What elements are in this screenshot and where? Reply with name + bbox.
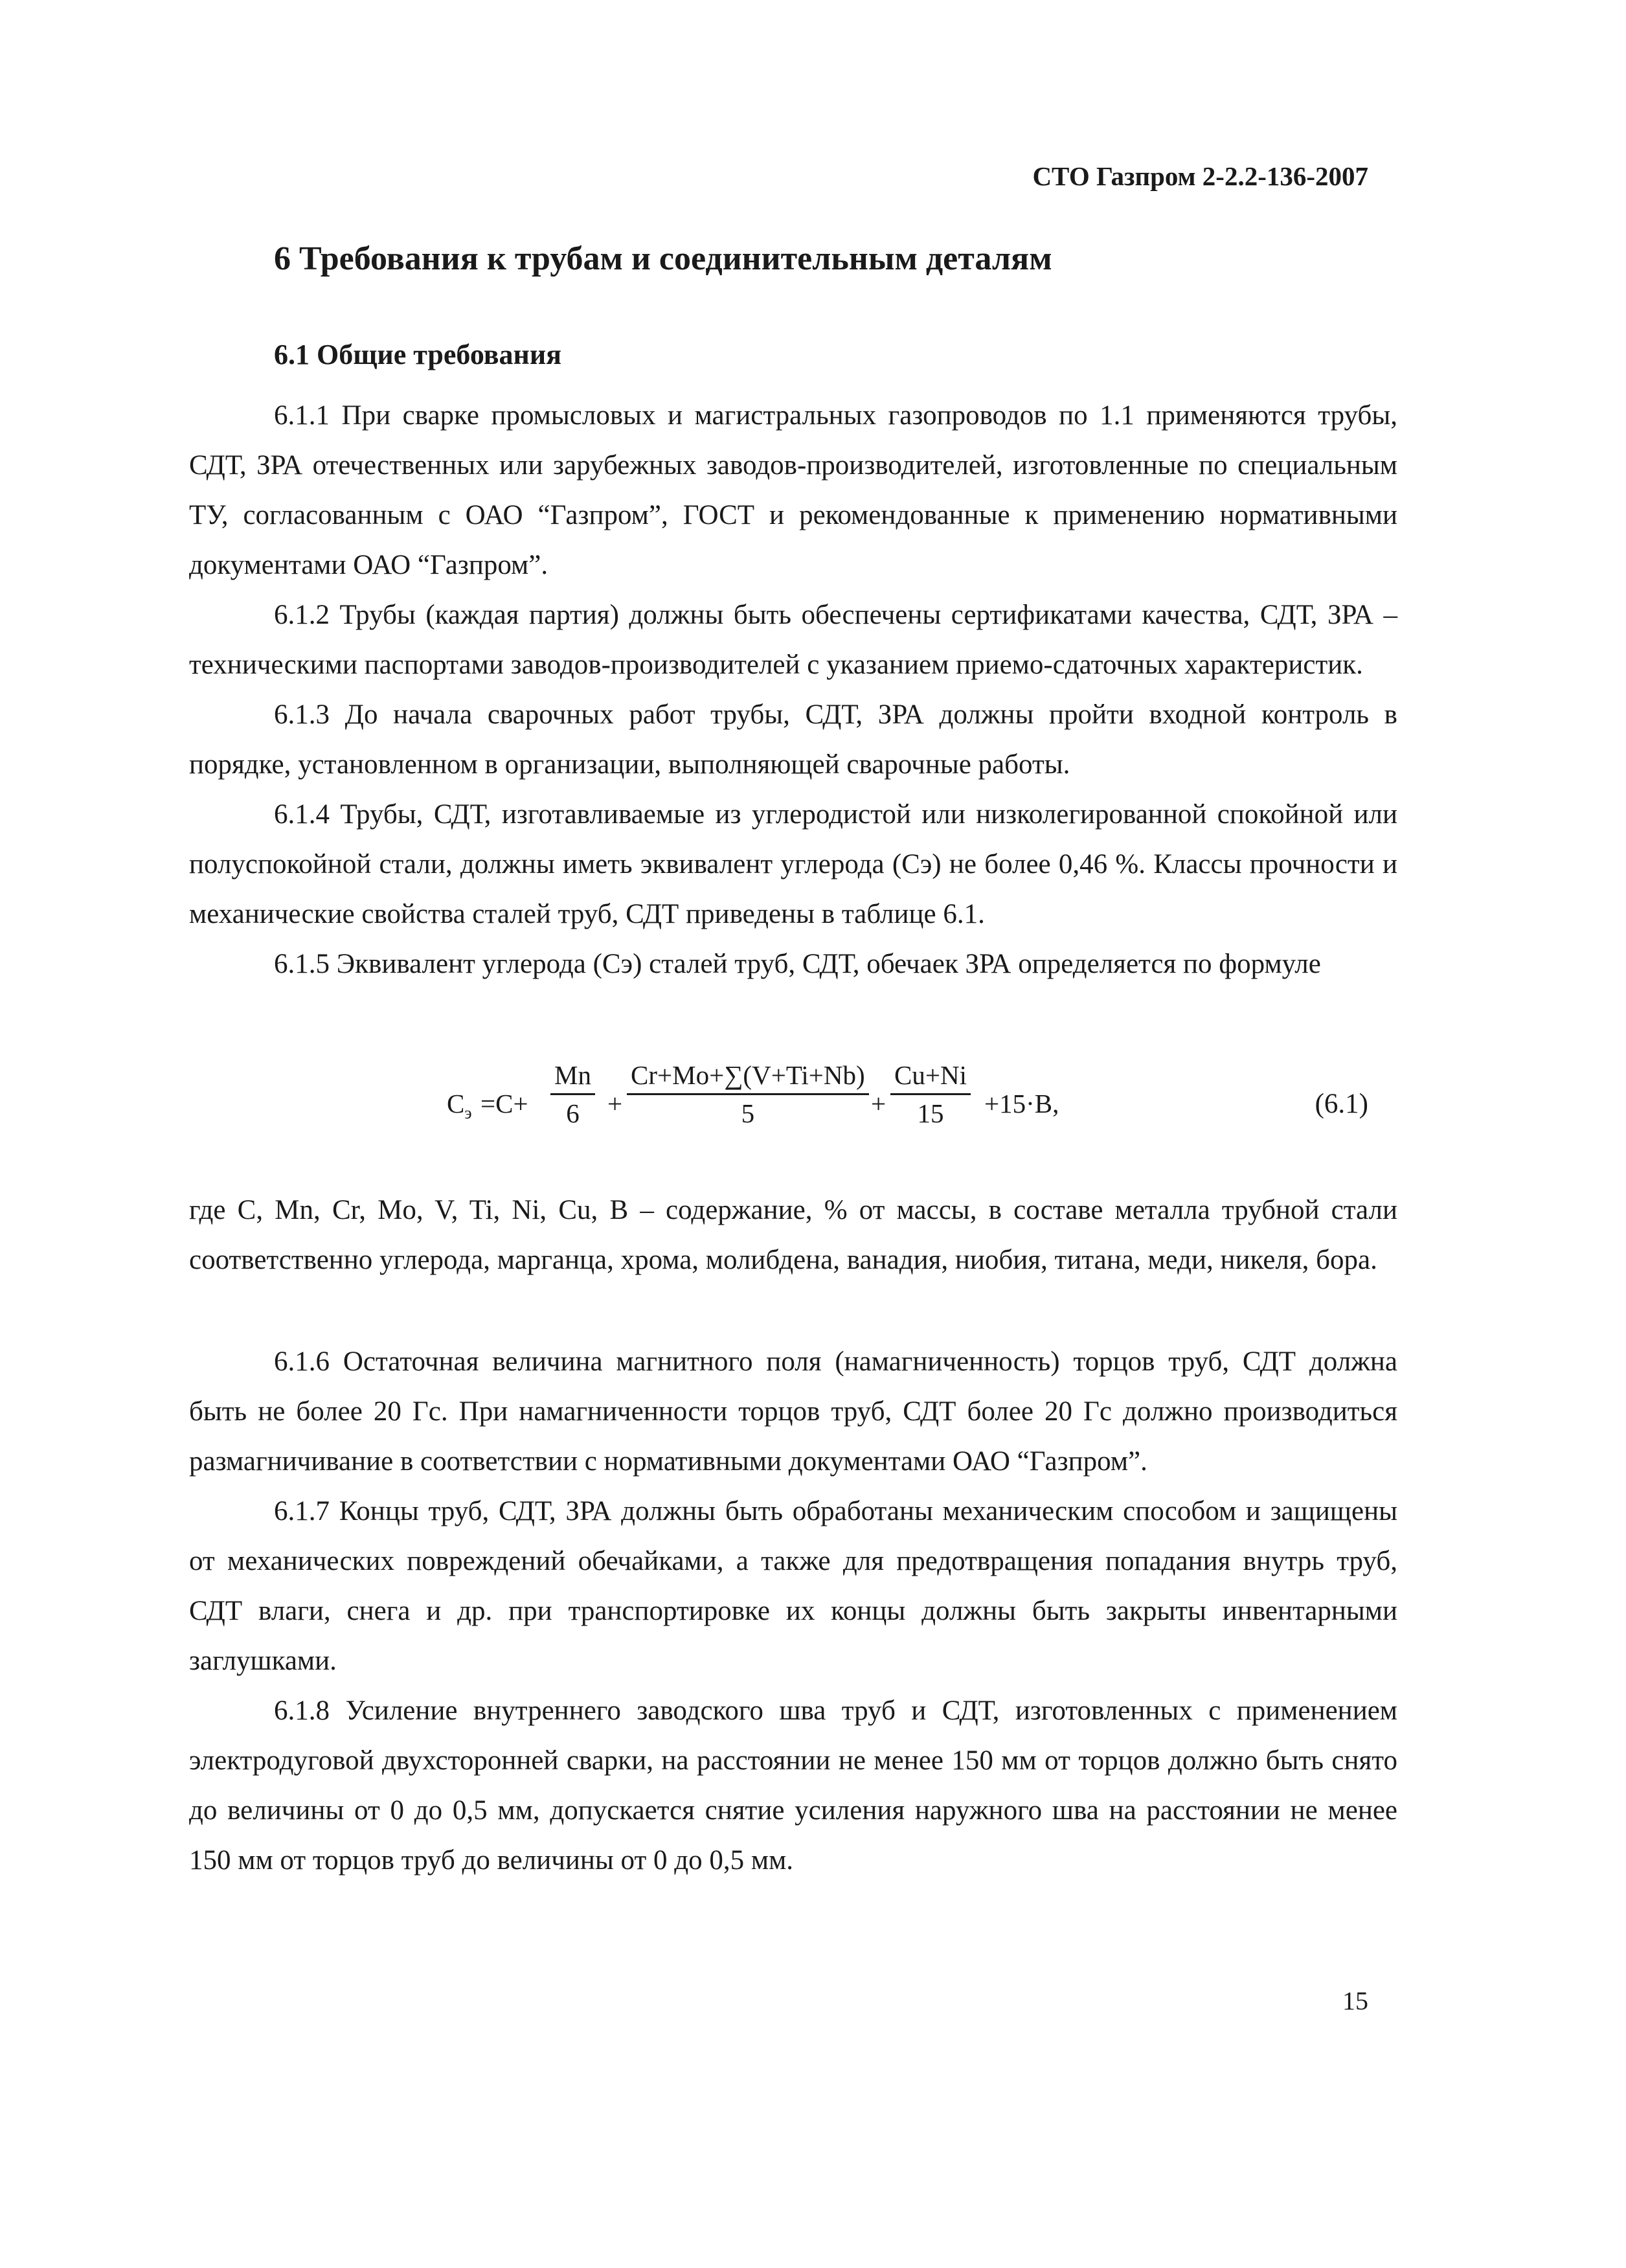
- body-text-top: [189, 391, 1397, 989]
- formula-plus-1: +: [607, 1089, 623, 1118]
- paragraph-6-1-8: 6.1.8 Усиление внутреннего заводского шва труб и СДТ, изготовленных с применением электродуговой двухсторонней сварки, на расстоянии не менее 150 мм от торцов должно быть снято до величины от 0 до 0,5 мм, допускается снятие усиления наружного шва на расстоянии не менее 150 мм от торцов труб до величины от 0 до 0,5 мм.: [189, 1695, 1397, 1876]
- paragraph-6-1-2: 6.1.2 Трубы (каждая партия) должны быть обеспечены сертификатами качества, СДТ, ЗРА – техническими паспортами заводов-производителей с указанием приемо-сдаточных характеристик.: [189, 600, 1397, 680]
- document-code-header: СТО Газпром 2-2.2-136-2007: [1032, 161, 1368, 191]
- formula-fraction-mn: $\frac{Mn}{6}$: [550, 1060, 595, 1129]
- page-number: 15: [1342, 1986, 1368, 2015]
- formula-tail: +15·B,: [984, 1089, 1059, 1118]
- formula-fraction-cuni: $\frac{Cu+Ni}{15}$: [890, 1060, 971, 1129]
- equation-number: (6.1): [1315, 1089, 1368, 1119]
- carbon-equivalent-formula: [447, 1049, 1159, 1166]
- formula-lhs: $C_э$: [447, 1089, 472, 1123]
- body-text-bottom: [189, 1337, 1397, 1885]
- paragraph-6-1-5: 6.1.5 Эквивалент углерода (Cэ) сталей труб, СДТ, обечаек ЗРА определяется по формуле: [274, 949, 1321, 979]
- paragraph-6-1-7: 6.1.7 Концы труб, СДТ, ЗРА должны быть обработаны механическим способом и защищены от механических повреждений обечайками, а также для предотвращения попадания внутрь труб, СДТ влаги, снега и др. при транспортировке их концы должны быть закрыты инвентарными заглушками.: [189, 1496, 1397, 1676]
- formula-legend: где C, Mn, Cr, Mo, V, Ti, Ni, Cu, B – содержание, % от массы, в составе металла трубной стали соответственно углерода, марганца, хрома, молибдена, ванадия, ниобия, титана, меди, никеля, бора.: [189, 1195, 1397, 1275]
- paragraph-6-1-4: 6.1.4 Трубы, СДТ, изготавливаемые из углеродистой или низколегированной спокойной или полуспокойной стали, должны иметь эквивалент углерода (Cэ) не более 0,46 %. Классы прочности и механические свойства сталей труб, СДТ приведены в таблице 6.1.: [189, 799, 1397, 929]
- paragraph-6-1-1: 6.1.1 При сварке промысловых и магистральных газопроводов по 1.1 применяются трубы, СДТ, ЗРА отечественных или зарубежных заводов-производителей, изготовленные по специальным ТУ, согласованным с ОАО “Газпром”, ГОСТ и рекомендованные к применению нормативными документами ОАО “Газпром”.: [189, 400, 1397, 580]
- paragraph-6-1-3: 6.1.3 До начала сварочных работ трубы, СДТ, ЗРА должны пройти входной контроль в порядке, установленном в организации, выполняющей сварочные работы.: [189, 699, 1397, 780]
- formula-plus-2: +: [871, 1089, 886, 1118]
- section-title: 6 Требования к трубам и соединительным деталям: [274, 240, 1052, 277]
- subsection-title: 6.1 Общие требования: [274, 339, 561, 370]
- formula-equals: =C+: [480, 1089, 528, 1118]
- formula-fraction-crmo: $\frac{Cr+Mo+\sum(V+Ti+Nb)}{5}$: [627, 1060, 869, 1129]
- paragraph-6-1-6: 6.1.6 Остаточная величина магнитного поля (намагниченность) торцов труб, СДТ должна быть не более 20 Гс. При намагниченности торцов труб, СДТ более 20 Гс должно производиться размагничивание в соответствии с нормативными документами ОАО “Газпром”.: [189, 1346, 1397, 1477]
